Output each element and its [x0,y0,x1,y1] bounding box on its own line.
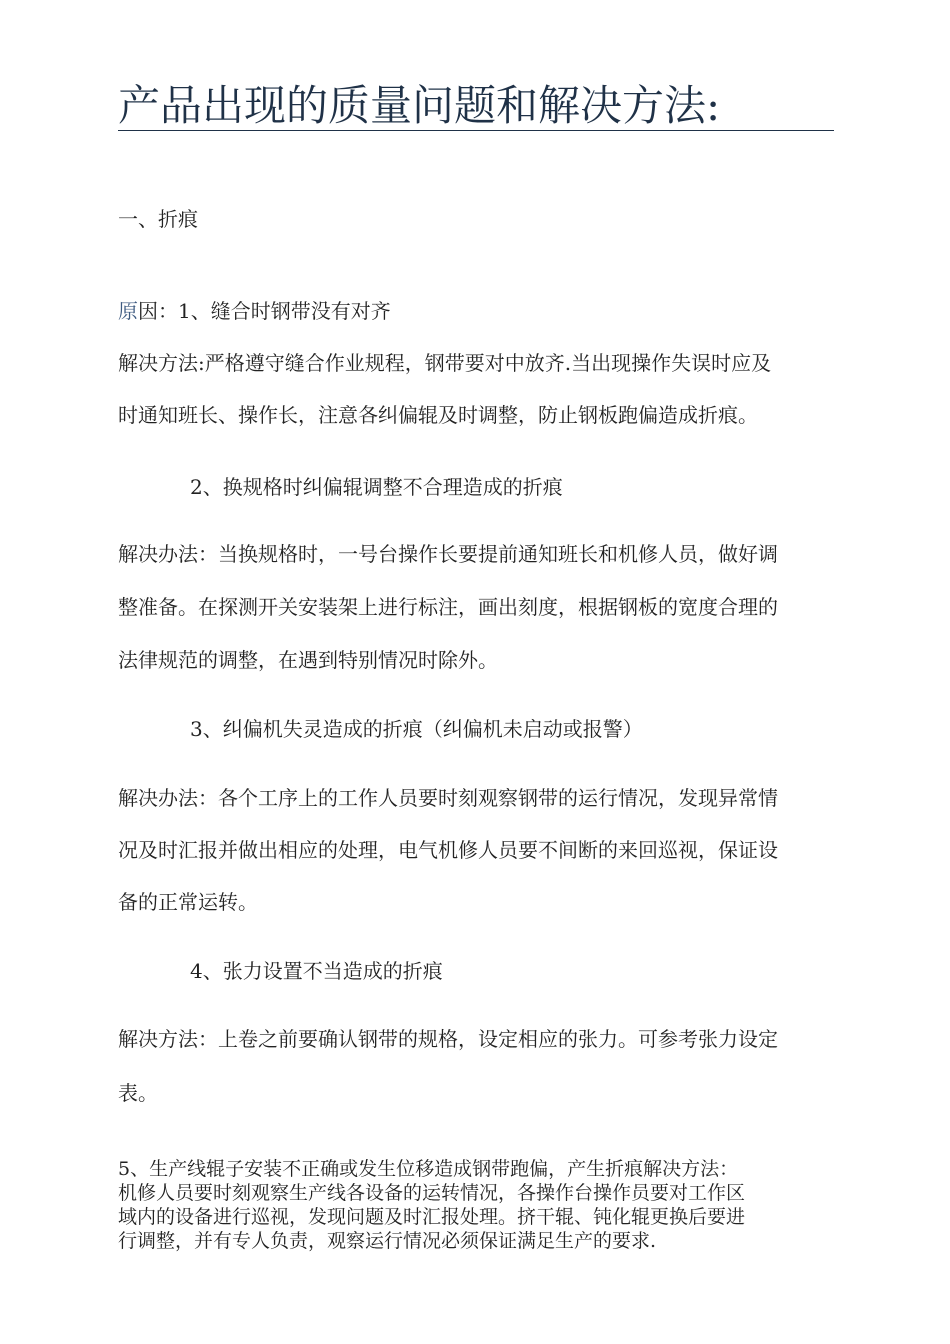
item-5-line-1: 5、生产线辊子安装不正确或发生位移造成钢带跑偏，产生折痕解决方法： [118,1158,739,1180]
item-4-heading: 4、张力设置不当造成的折痕 [190,959,443,983]
solution-2-line-2: 整准备。在探测开关安装架上进行标注，画出刻度，根据钢板的宽度合理的 [118,595,778,619]
item-5-line-3: 域内的设备进行巡视，发现问题及时汇报处理。挤干辊、钝化辊更换后要进 [118,1206,746,1228]
solution-1-line-1: 解决方法:严格遵守缝合作业规程，钢带要对中放齐.当出现操作失误时应及 [118,351,772,375]
solution-3-line-3: 备的正常运转。 [118,890,258,914]
cause-text: 因：1、缝合时钢带没有对齐 [138,299,391,323]
section-heading: 一、折痕 [118,207,198,231]
solution-2-line-3: 法律规范的调整，在遇到特别情况时除外。 [118,648,498,672]
item-3-heading: 3、纠偏机失灵造成的折痕（纠偏机未启动或报警） [190,717,643,741]
solution-3-line-2: 况及时汇报并做出相应的处理，电气机修人员要不间断的来回巡视，保证设 [118,838,778,862]
solution-1-line-2: 时通知班长、操作长，注意各纠偏辊及时调整，防止钢板跑偏造成折痕。 [118,403,758,427]
solution-2-line-1: 解决办法：当换规格时，一号台操作长要提前通知班长和机修人员，做好调 [118,542,778,566]
item-5-line-4: 行调整，并有专人负责，观察运行情况必须保证满足生产的要求. [118,1230,657,1252]
solution-3-line-1: 解决办法：各个工序上的工作人员要时刻观察钢带的运行情况，发现异常情 [118,786,778,810]
item-2-heading: 2、换规格时纠偏辊调整不合理造成的折痕 [190,475,563,499]
item-5-line-2: 机修人员要时刻观察生产线各设备的运转情况，各操作台操作员要对工作区 [118,1182,746,1204]
cause-lead-char: 原 [118,299,138,323]
page-title: 产品出现的质量问题和解决方法: [118,82,834,131]
solution-4-line-2: 表。 [118,1081,158,1105]
solution-4-line-1: 解决方法：上卷之前要确认钢带的规格，设定相应的张力。可参考张力设定 [118,1027,778,1051]
cause-line [118,298,838,324]
